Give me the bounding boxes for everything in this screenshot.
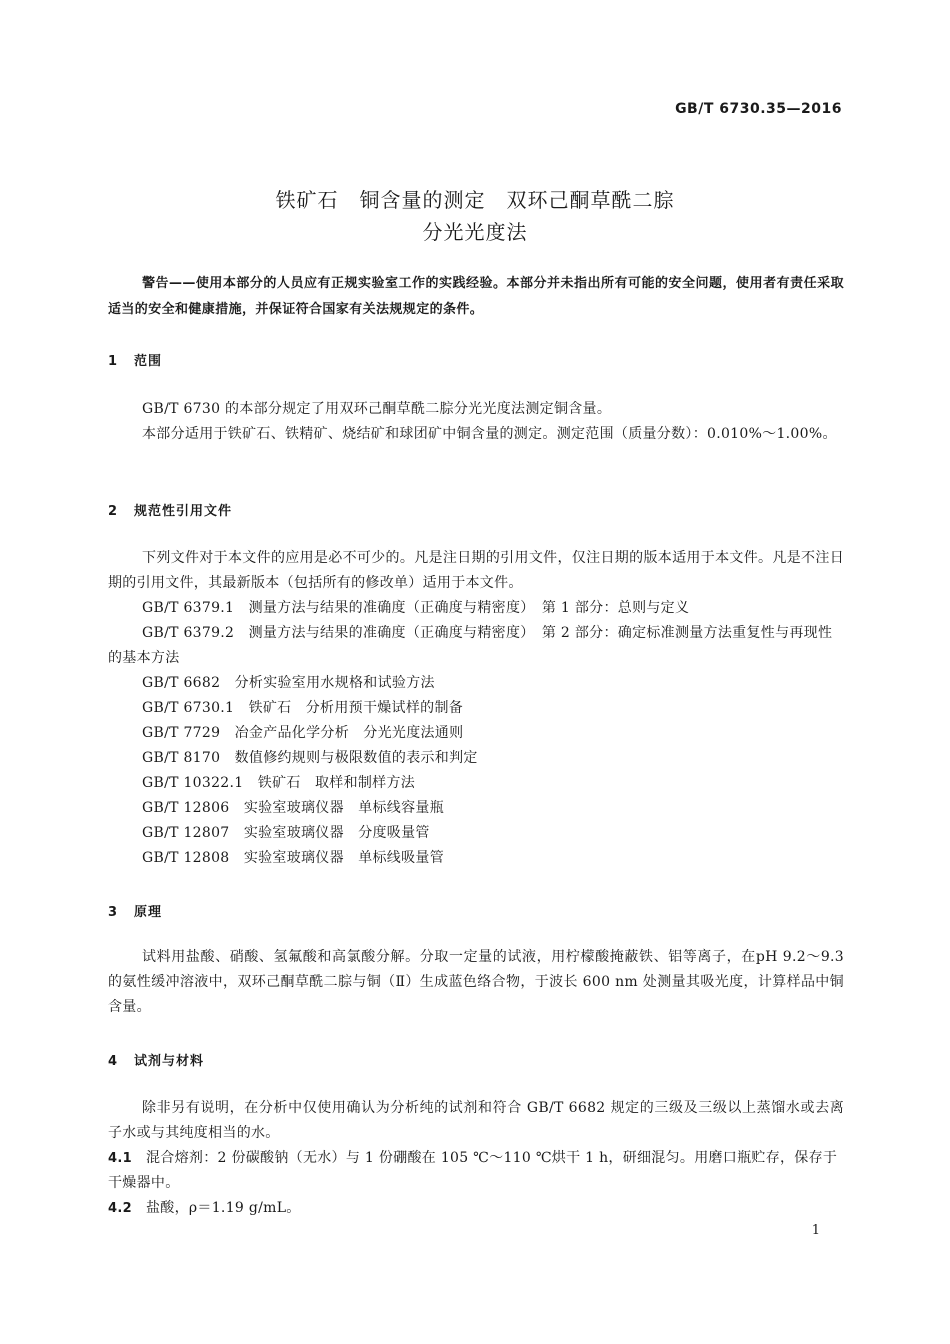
section-title: 原理 (134, 905, 163, 920)
subclause-number: 4.2 (108, 1201, 132, 1216)
reference-item: GB/T 12807 实验室玻璃仪器 分度吸量管 (142, 825, 430, 841)
reference-item: GB/T 8170 数值修约规则与极限数值的表示和判定 (142, 750, 478, 766)
warning-paragraph: 警告——使用本部分的人员应有正规实验室工作的实践经验。本部分并未指出所有可能的安全问题，使用者有责任采取适当的安全和健康措施，并保证符合国家有关法规规定的条件。 (108, 276, 844, 317)
section-title: 试剂与材料 (134, 1054, 205, 1069)
subclause-text: 盐酸，ρ＝1.19 g/mL。 (146, 1200, 301, 1216)
section-2-intro: 下列文件对于本文件的应用是必不可少的。凡是注日期的引用文件，仅注日期的版本适用于本文件。凡是不注日期的引用文件，其最新版本（包括所有的修改单）适用于本文件。 (108, 550, 844, 591)
section-1-paragraph-1: GB/T 6730 的本部分规定了用双环己酮草酰二腙分光光度法测定铜含量。 (142, 401, 612, 417)
section-title: 范围 (134, 354, 163, 369)
reference-item: GB/T 6379.1 测量方法与结果的准确度（正确度与精密度） 第 1 部分：总则与定义 (142, 600, 690, 616)
section-4-paragraph-1: 除非另有说明，在分析中仅使用确认为分析纯的试剂和符合 GB/T 6682 规定的三级及三级以上蒸馏水或去离子水或与其纯度相当的水。 (108, 1100, 844, 1141)
section-3-paragraph-1: 试料用盐酸、硝酸、氢氟酸和高氯酸分解。分取一定量的试液，用柠檬酸掩蔽铁、铝等离子，在pH 9.2～9.3 的氨性缓冲溶液中，双环己酮草酰二腙与铜（Ⅱ）生成蓝色络合物，于波长 600 nm 处测量其吸光度，计算样品中铜含量。 (108, 949, 844, 1015)
subclause-4-1 (108, 1146, 844, 1196)
section-number: 3 (108, 905, 119, 920)
document-title-line2: 分光光度法 (422, 220, 528, 244)
section-3-heading (108, 901, 162, 920)
reference-item: GB/T 12808 实验室玻璃仪器 单标线吸量管 (142, 850, 445, 866)
section-4-heading (108, 1050, 204, 1069)
subclause-4-2 (108, 1196, 844, 1221)
section-number: 2 (108, 504, 119, 519)
section-1-paragraph-2: 本部分适用于铁矿石、铁精矿、烧结矿和球团矿中铜含量的测定。测定范围（质量分数）：0.010%～1.00%。 (142, 426, 837, 442)
subclause-number: 4.1 (108, 1151, 132, 1166)
reference-item: GB/T 7729 冶金产品化学分析 分光光度法通则 (142, 725, 464, 741)
reference-item: GB/T 10322.1 铁矿石 取样和制样方法 (142, 775, 416, 791)
page-number: 1 (811, 1223, 820, 1238)
reference-item: GB/T 6682 分析实验室用水规格和试验方法 (142, 675, 435, 691)
section-1-heading (108, 350, 162, 369)
reference-item: GB/T 12806 实验室玻璃仪器 单标线容量瓶 (142, 800, 445, 816)
section-title: 规范性引用文件 (134, 504, 233, 519)
section-number: 4 (108, 1054, 119, 1069)
reference-item: GB/T 6379.2 测量方法与结果的准确度（正确度与精密度） 第 2 部分：确定标准测量方法重复性与再现性的基本方法 (108, 625, 833, 666)
section-2-heading (108, 500, 232, 519)
standard-code: GB/T 6730.35—2016 (675, 101, 842, 117)
subclause-text: 混合熔剂：2 份碳酸钠（无水）与 1 份硼酸在 105 ℃～110 ℃烘干 1 h，研细混匀。用磨口瓶贮存，保存于干燥器中。 (108, 1150, 838, 1191)
section-number: 1 (108, 354, 119, 369)
document-title-line1: 铁矿石 铜含量的测定 双环己酮草酰二腙 (275, 188, 675, 212)
reference-item: GB/T 6730.1 铁矿石 分析用预干燥试样的制备 (142, 700, 464, 716)
